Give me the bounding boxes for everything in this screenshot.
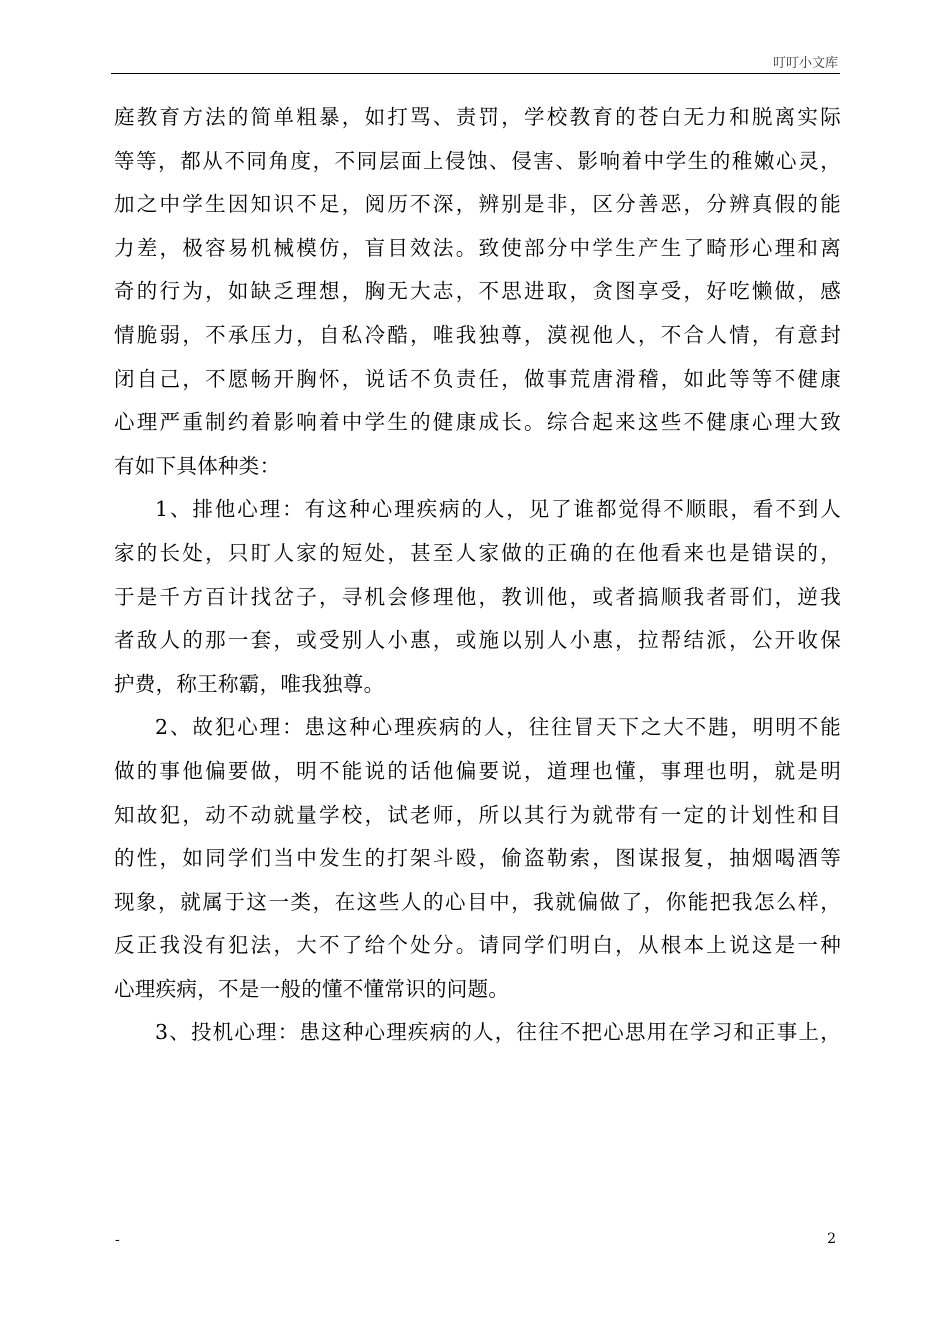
text-line: 于是千方百计找岔子，寻机会修理他，教训他，或者搞顺我者哥们，逆我 — [114, 584, 841, 609]
header-divider — [111, 73, 840, 74]
text-line: 做的事他偏要做，明不能说的话他偏要说，道理也懂，事理也明，就是明 — [114, 758, 841, 783]
text-line: 反正我没有犯法，大不了给个处分。请同学们明白，从根本上说这是一种 — [114, 933, 841, 958]
text-line: 家的长处，只盯人家的短处，甚至人家做的正确的在他看来也是错误的， — [114, 540, 841, 565]
text-line: 庭教育方法的简单粗暴，如打骂、责罚，学校教育的苍白无力和脱离实际 — [114, 105, 841, 129]
text-line: 的性，如同学们当中发生的打架斗殴，偷盗勒索，图谋报复，抽烟喝酒等 — [114, 846, 841, 871]
text-line: 心理疾病，不是一般的懂不懂常识的问题。 — [114, 976, 510, 1001]
text-line: 者敌人的那一套，或受别人小惠，或施以别人小惠，拉帮结派，公开收保 — [114, 628, 841, 653]
text-line: 有如下具体种类： — [114, 453, 281, 478]
text-line: 等等，都从不同角度，不同层面上侵蚀、侵害、影响着中学生的稚嫩心灵， — [114, 148, 841, 173]
text-line: 力差，极容易机械模仿，盲目效法。致使部分中学生产生了畸形心理和离 — [114, 235, 841, 260]
paragraph-start-line: 1、排他心理：有这种心理疾病的人，见了谁都觉得不顺眼，看不到人 — [155, 497, 841, 522]
header-site-name: 叮叮小文库 — [772, 56, 838, 71]
text-line: 加之中学生因知识不足，阅历不深，辨别是非，区分善恶，分辨真假的能 — [114, 192, 841, 217]
footer-dash: - — [115, 1232, 120, 1248]
text-line: 闭自己，不愿畅开胸怀，说话不负责任，做事荒唐滑稽，如此等等不健康 — [114, 366, 841, 391]
text-line: 心理严重制约着影响着中学生的健康成长。综合起来这些不健康心理大致 — [114, 410, 841, 435]
text-line: 现象，就属于这一类，在这些人的心目中，我就偏做了，你能把我怎么样， — [114, 889, 841, 914]
paragraph-start-line: 2、故犯心理：患这种心理疾病的人，往往冒天下之大不韪，明明不能 — [155, 715, 841, 740]
paragraph-start-line: 3、投机心理：患这种心理疾病的人，往往不把心思用在学习和正事上， — [155, 1020, 841, 1045]
document-body — [114, 96, 841, 1055]
text-line: 护费，称王称霸，唯我独尊。 — [114, 671, 385, 696]
text-line: 情脆弱，不承压力，自私冷酷，唯我独尊，漠视他人，不合人情，有意封 — [114, 322, 841, 347]
text-line: 奇的行为，如缺乏理想，胸无大志，不思进取，贪图享受，好吃懒做，感 — [114, 279, 841, 304]
page-number: 2 — [827, 1231, 836, 1247]
text-line: 知故犯，动不动就量学校，试老师，所以其行为就带有一定的计划性和目 — [114, 802, 841, 827]
